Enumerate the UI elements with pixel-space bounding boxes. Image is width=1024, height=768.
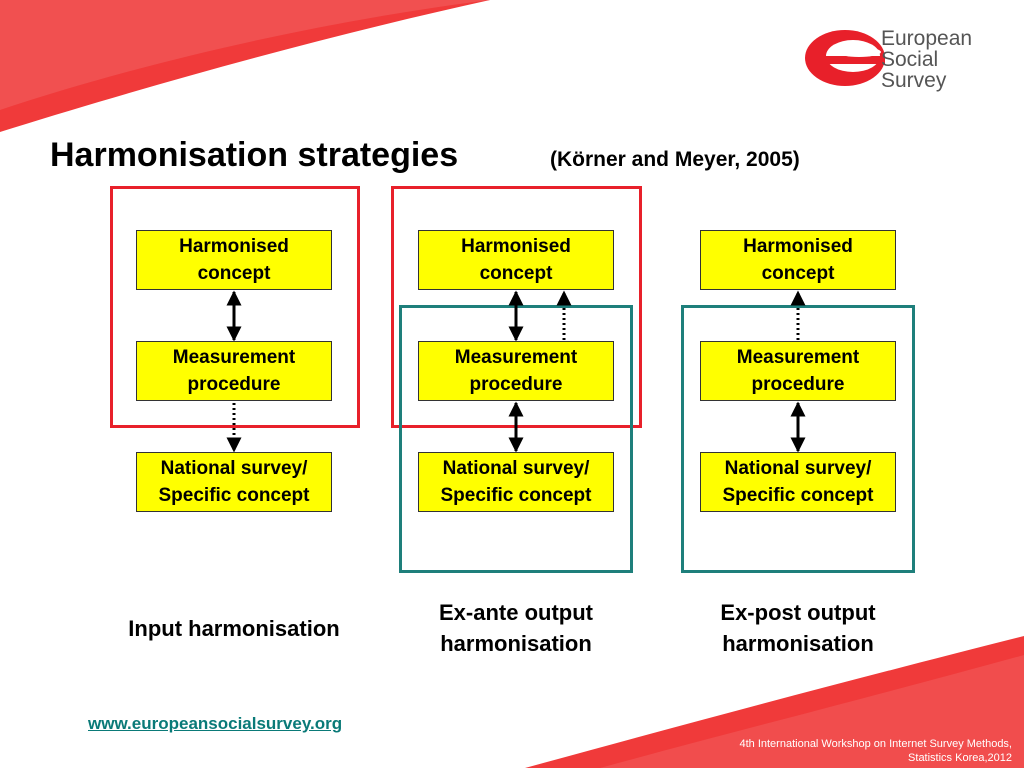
measurement-procedure-box-1: Measurement procedure bbox=[136, 341, 332, 401]
logo-line-3: Survey bbox=[881, 69, 947, 92]
caption-ex-post-output: Ex-post output harmonisation bbox=[720, 600, 876, 656]
footer-note: 4th International Workshop on Internet Survey Methods, Statistics Korea,2012 bbox=[739, 738, 1012, 764]
logo-line-1: European bbox=[881, 27, 973, 50]
measurement-procedure-box-3: Measurement procedure bbox=[700, 341, 896, 401]
caption-input-harmonisation: Input harmonisation bbox=[128, 616, 340, 641]
harmonised-concept-box-2: Harmonised concept bbox=[418, 230, 614, 290]
page-subtitle: (Körner and Meyer, 2005) bbox=[550, 148, 800, 171]
national-survey-box-3: National survey/ Specific concept bbox=[700, 452, 896, 512]
measurement-procedure-box-2: Measurement procedure bbox=[418, 341, 614, 401]
logo-line-2: Social bbox=[881, 48, 939, 71]
website-link[interactable]: www.europeansocialsurvey.org bbox=[88, 714, 343, 733]
harmonised-concept-box-3: Harmonised concept bbox=[700, 230, 896, 290]
national-survey-box-1: National survey/ Specific concept bbox=[136, 452, 332, 512]
page-title: Harmonisation strategies bbox=[50, 136, 459, 174]
caption-ex-ante-output: Ex-ante output harmonisation bbox=[439, 600, 593, 656]
national-survey-box-2: National survey/ Specific concept bbox=[418, 452, 614, 512]
harmonised-concept-box-1: Harmonised concept bbox=[136, 230, 332, 290]
